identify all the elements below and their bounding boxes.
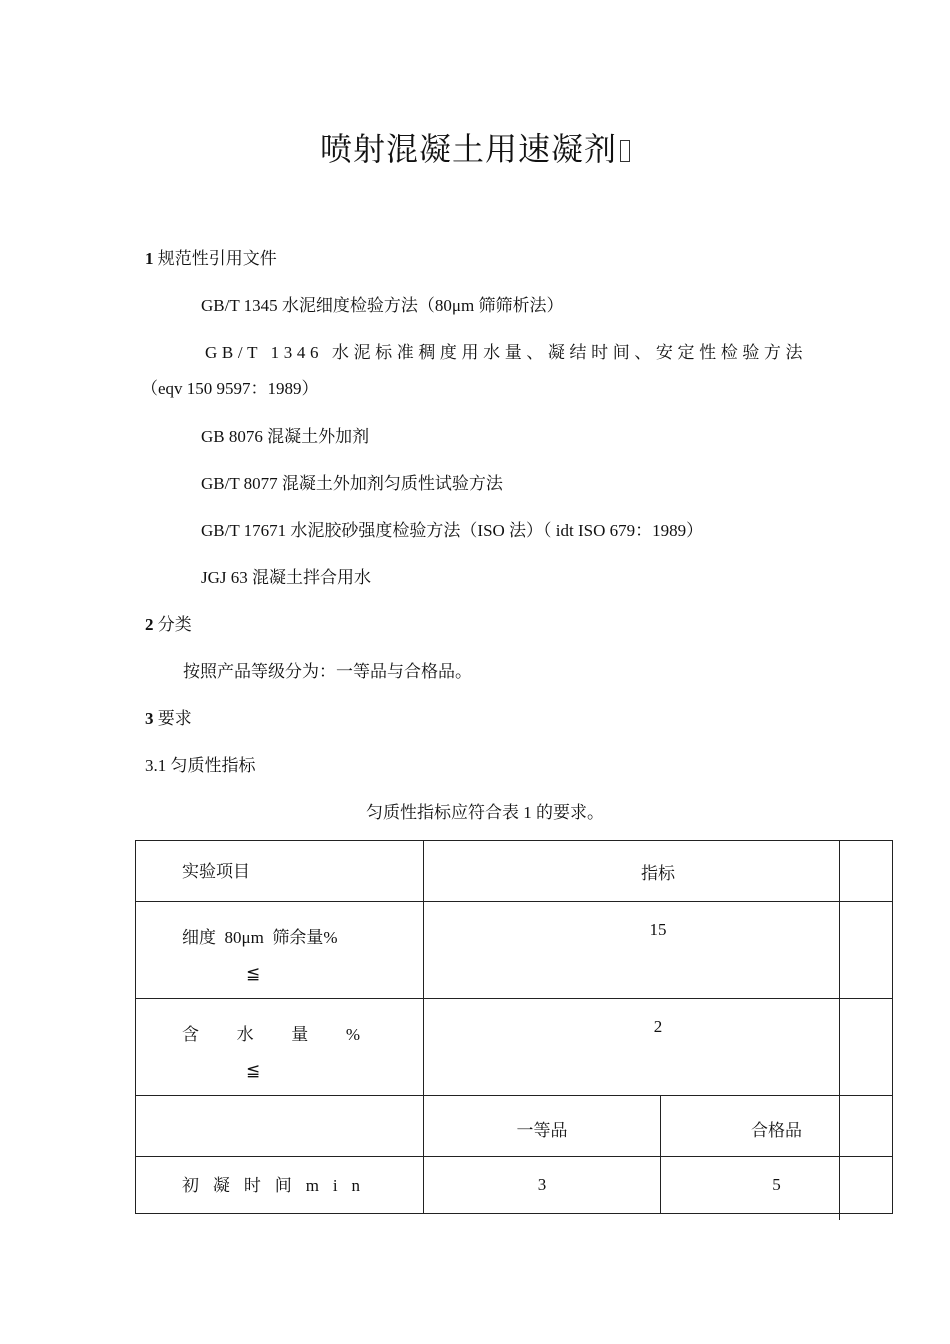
le-symbol: ≦ [246,1061,261,1080]
reference-item: GB 8076 混凝土外加剂 [201,427,370,446]
table-intro: 匀质性指标应符合表 1 的要求。 [366,803,604,822]
header-cell: 实验项目 [136,841,424,902]
water-label [182,1017,360,1053]
initial-set-label [182,1175,360,1197]
reference-item: GB/T 17671 水泥胶砂强度检验方法（ISO 法）（ idt ISO 679：1989） [201,521,704,540]
grade-header: 一等品 [424,1096,661,1157]
grade-header: 合格品 [661,1096,893,1157]
label-char: 间 [274,1176,292,1195]
table-row [136,902,893,999]
label-char: 含 [182,1025,199,1044]
label-char: 凝 [212,1176,230,1195]
reference-item: GB/T 1345 水泥细度检验方法（80μm 筛筛析法） [201,296,564,315]
table-row [136,1096,893,1157]
label-char: m [305,1176,319,1195]
reference-item: JGJ 63 混凝土拌合用水 [201,568,372,587]
table-row [136,1157,893,1214]
label-char: 量 [291,1025,309,1044]
label-char: i [332,1176,338,1195]
water-label-cell [136,999,424,1096]
label-char: 时 [243,1176,261,1195]
initial-set-label-cell [136,1157,424,1214]
label-char: 初 [182,1176,199,1195]
uniformity-table [135,840,893,1214]
section-heading-2: 2 分类 [145,615,192,634]
empty-cell [136,1096,424,1157]
initial-set-first-grade: 3 [424,1157,661,1214]
fineness-value: 15 [424,902,893,999]
reference-item-continued: （eqv 150 9597：1989） [141,379,319,398]
table-row [136,841,893,902]
classification-text: 按照产品等级分为：一等品与合格品。 [183,662,472,681]
reference-item: GB/T 1346 水泥标准稠度用水量、凝结时间、安定性检验方法 [205,343,808,362]
section-heading-3: 3 要求 [145,709,192,728]
document-title: 喷射混凝土用速凝剂 [0,124,950,170]
fineness-label: 细度 80μm 筛余量% [182,928,338,947]
label-char: % [345,1025,360,1044]
placeholder-box-icon [620,140,630,162]
subsection-heading: 3.1 匀质性指标 [145,756,256,775]
section-heading-1: 1 规范性引用文件 [145,249,277,268]
table-edge-line [839,840,840,1220]
fineness-label-cell [136,902,424,999]
reference-item: GB/T 8077 混凝土外加剂匀质性试验方法 [201,474,503,493]
le-symbol: ≦ [246,964,261,983]
header-cell: 指标 [424,841,893,902]
label-char: 水 [236,1025,254,1044]
initial-set-qualified: 5 [661,1157,893,1214]
table-row [136,999,893,1096]
water-value: 2 [424,999,893,1096]
label-char: n [351,1176,360,1195]
